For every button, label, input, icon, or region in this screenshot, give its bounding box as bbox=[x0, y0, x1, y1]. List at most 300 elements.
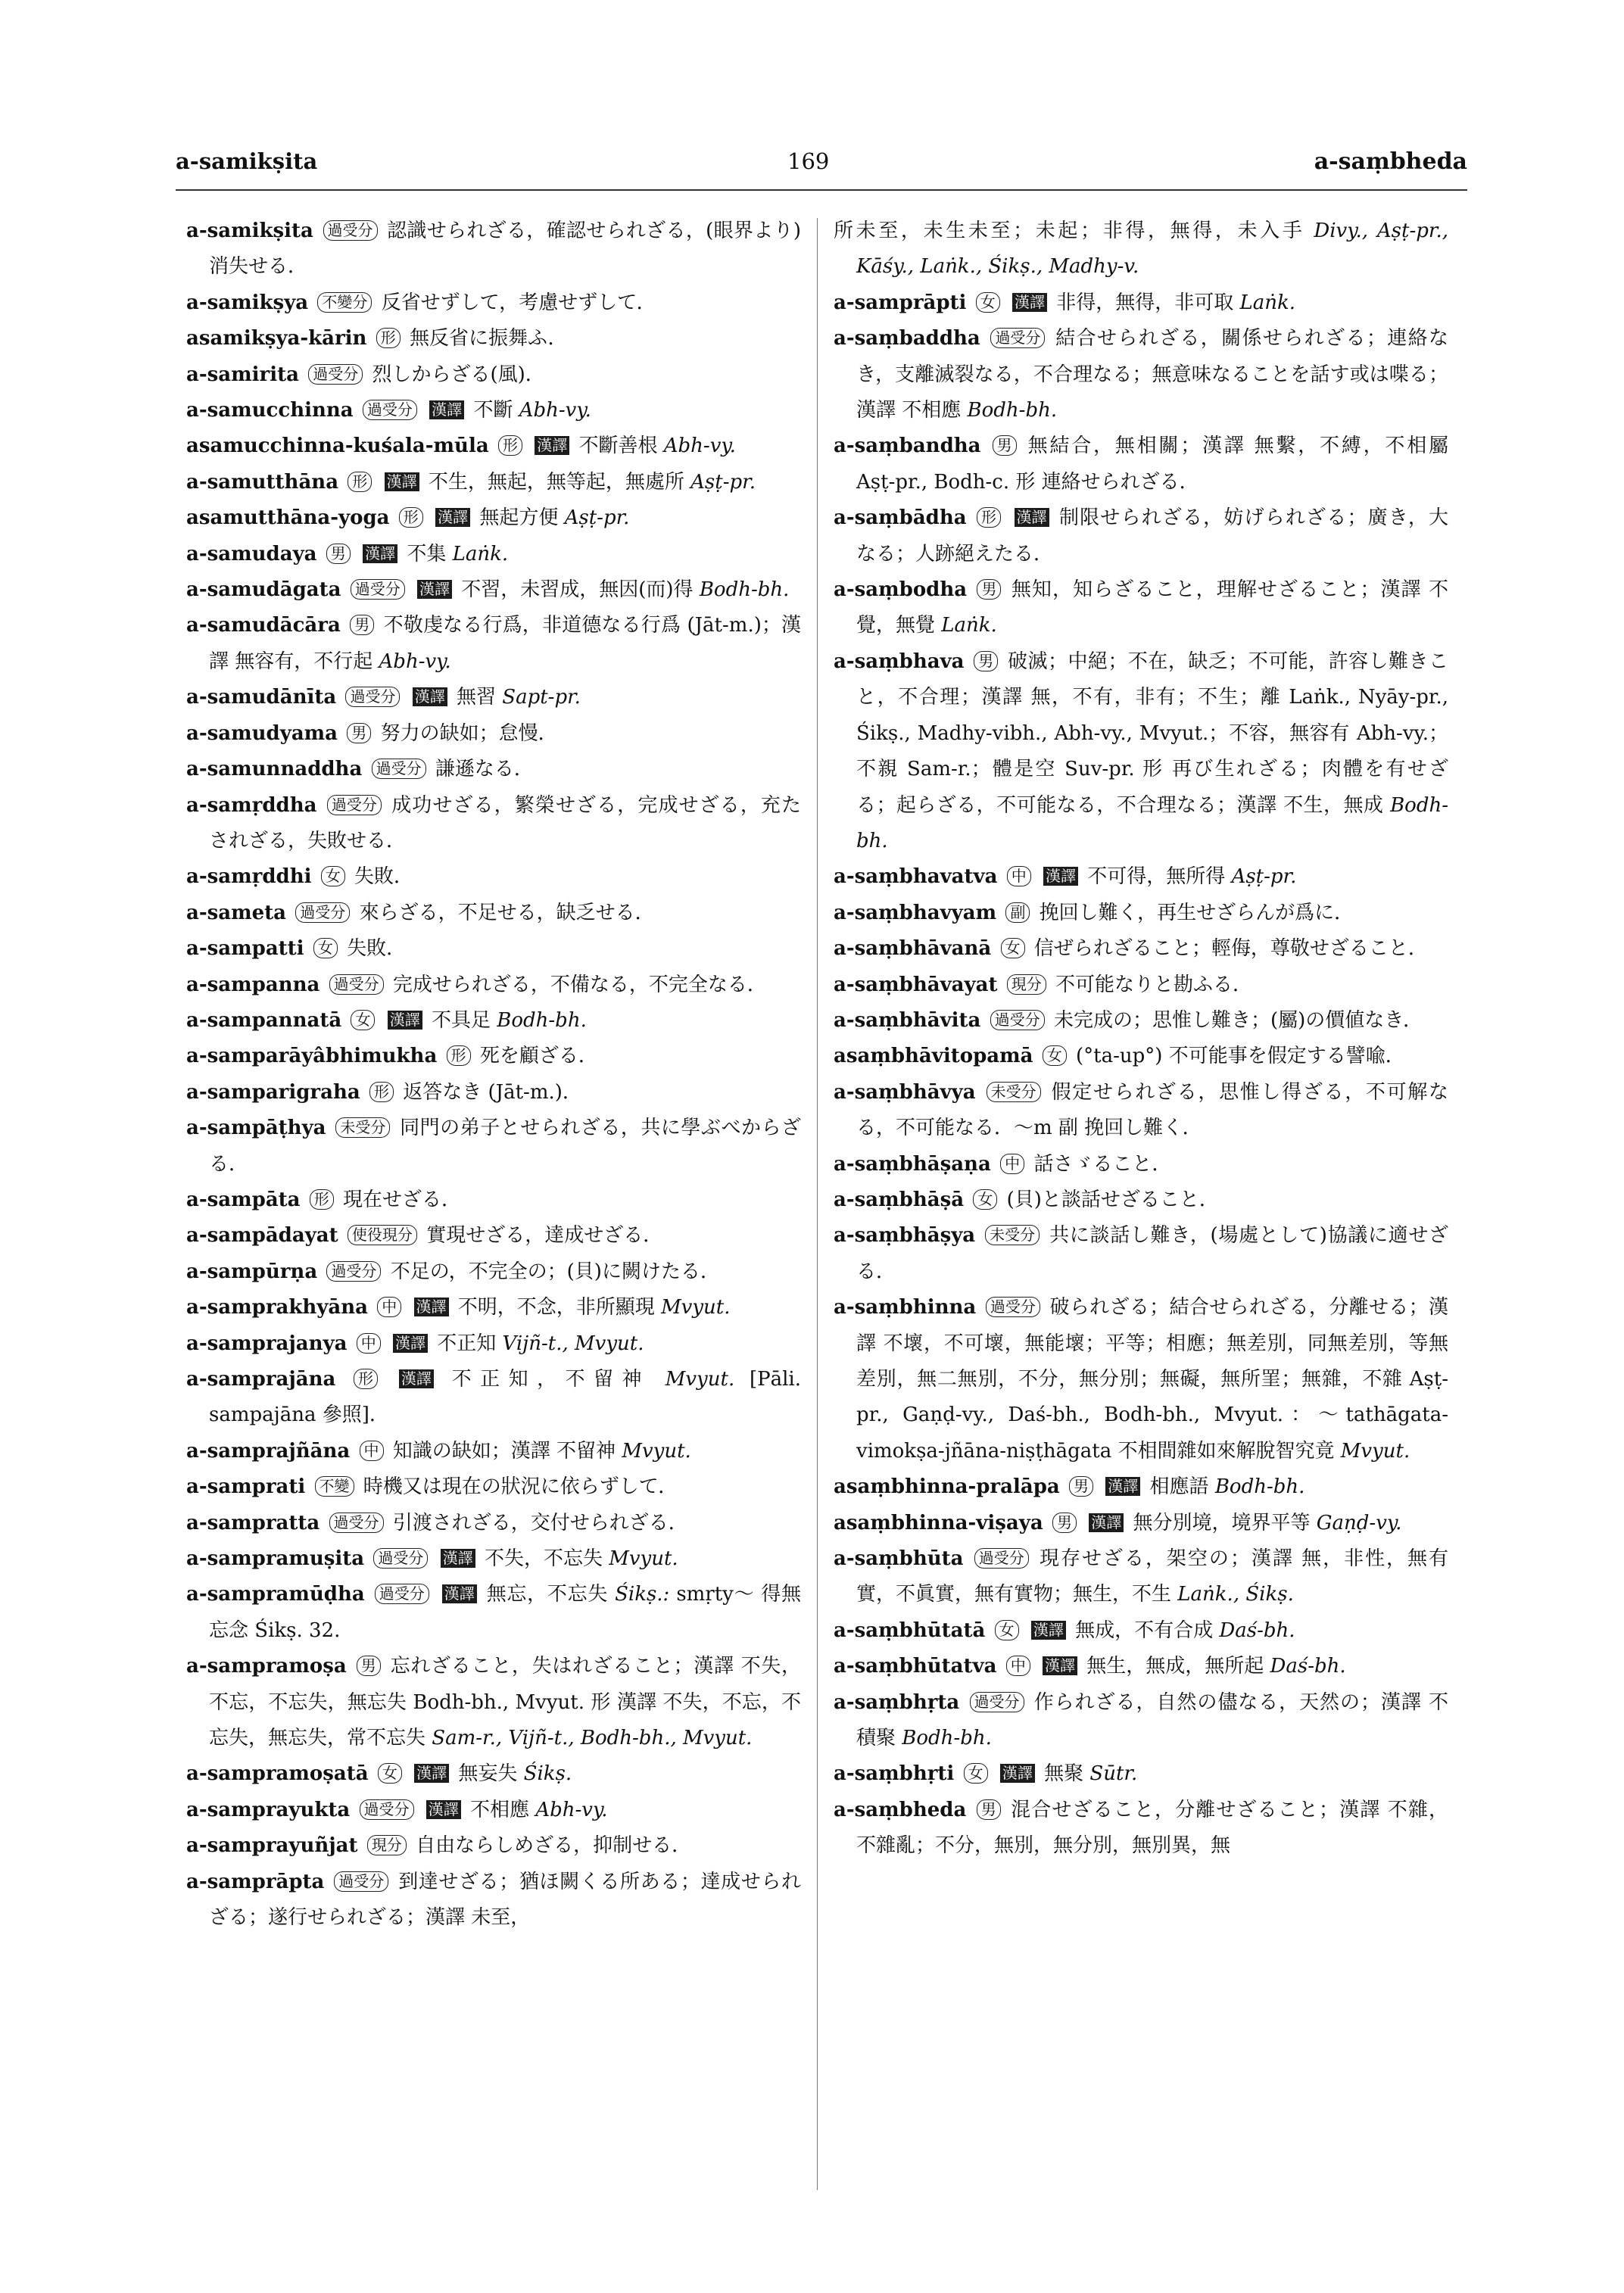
headword: asaṃbhinna-pralāpa bbox=[834, 1475, 1060, 1499]
grammar-label: 未受分 bbox=[335, 1117, 390, 1138]
kanyaku-tag: 漢譯 bbox=[442, 1584, 477, 1603]
dictionary-entry bbox=[186, 896, 801, 931]
grammar-label: 中 bbox=[1007, 866, 1031, 886]
headword: a-sampramoṣatā bbox=[186, 1762, 369, 1786]
dictionary-entry bbox=[834, 1469, 1448, 1505]
source-citation: Aṣṭ-pr. bbox=[690, 470, 756, 494]
dictionary-entry bbox=[186, 1254, 801, 1290]
definition: 無聚 bbox=[1044, 1762, 1084, 1786]
headword: a-saṃbhāvya bbox=[834, 1080, 976, 1104]
definition: 不失，不忘失 bbox=[484, 1547, 603, 1571]
grammar-label: 中 bbox=[357, 1333, 381, 1354]
dictionary-entry bbox=[834, 859, 1448, 895]
headword: a-saṃbhavatva bbox=[834, 865, 998, 889]
definition: 不明，不念，非所顯現 bbox=[457, 1296, 655, 1319]
definition: 死を顧ざる． bbox=[479, 1045, 598, 1068]
definition: 認識せられざる，確認せられざる，(眼界より)消失せる． bbox=[209, 220, 801, 279]
definition: 混合せざること，分離せざること；漢譯 不雜，不雜亂；不分，無別，無分別，無別異，無 bbox=[856, 1798, 1448, 1858]
headword: a-saṃbodha bbox=[834, 578, 968, 602]
dictionary-entry bbox=[834, 285, 1448, 321]
grammar-label: 形 bbox=[310, 1189, 334, 1210]
dictionary-entry bbox=[186, 680, 801, 715]
headword: a-saṃbhāvita bbox=[834, 1008, 981, 1032]
kanyaku-tag: 漢譯 bbox=[435, 508, 470, 527]
source-citation: Gaṇḍ-vy. bbox=[1316, 1511, 1402, 1534]
headword: asaṃbhinna-viṣaya bbox=[834, 1511, 1043, 1534]
headword: a-samprāpta bbox=[186, 1870, 325, 1893]
definition: 不足の，不完全の；(貝)に闕けたる． bbox=[390, 1260, 720, 1283]
definition: 完成せられざる，不備なる，不完全なる． bbox=[392, 973, 767, 996]
headword: a-sampūrṇa bbox=[186, 1260, 318, 1283]
source-citation: Bodh-bh. bbox=[967, 399, 1058, 422]
dictionary-entry bbox=[186, 1039, 801, 1074]
source-citation: Śikṣ. bbox=[523, 1762, 572, 1786]
dictionary-entry bbox=[186, 967, 801, 1003]
definition: 相應語 bbox=[1149, 1475, 1209, 1499]
kanyaku-tag: 漢譯 bbox=[1031, 1621, 1066, 1640]
headword: a-saṃbhāṣaṇa bbox=[834, 1152, 991, 1176]
grammar-label: 形 bbox=[348, 472, 372, 492]
headword: a-saṃbhavyam bbox=[834, 901, 997, 924]
dictionary-entry bbox=[834, 428, 1448, 500]
dictionary-entry bbox=[186, 537, 801, 572]
grammar-label: 不變 bbox=[315, 1476, 354, 1497]
grammar-label: 使役現分 bbox=[348, 1225, 417, 1245]
dictionary-entry bbox=[186, 1756, 801, 1792]
definition: 同門の弟子とせられざる，共に學ぶべからざる． bbox=[209, 1117, 801, 1176]
grammar-label: 過受分 bbox=[295, 902, 350, 923]
headword: a-samikṣya bbox=[186, 291, 309, 314]
kanyaku-tag: 漢譯 bbox=[414, 1298, 449, 1316]
grammar-label: 男 bbox=[350, 615, 374, 635]
definition: 信ぜられざること；輕侮，尊敬せざること． bbox=[1033, 937, 1428, 961]
headword: asamucchinna-kuśala-mūla bbox=[186, 435, 489, 458]
dictionary-entry bbox=[834, 1613, 1448, 1649]
grammar-label: 男 bbox=[347, 723, 371, 743]
source-citation: Sapt-pr. bbox=[502, 686, 581, 709]
dictionary-entry bbox=[834, 1756, 1448, 1792]
grammar-label: 女 bbox=[1001, 938, 1025, 958]
definition: 不斷善根 bbox=[578, 435, 658, 458]
source-citation: Divy., Aṣṭ-pr., Kāśy., Laṅk., Śikṣ., Madhy-v. bbox=[856, 220, 1448, 279]
definition: 知識の缺如；漢譯 不留神 bbox=[392, 1439, 616, 1463]
grammar-label: 過受分 bbox=[373, 1548, 428, 1569]
grammar-label: 形 bbox=[376, 328, 401, 348]
kanyaku-tag: 漢譯 bbox=[426, 1800, 461, 1819]
dictionary-entry bbox=[186, 572, 801, 608]
headword: a-saṃbhṛti bbox=[834, 1762, 955, 1786]
dictionary-entry bbox=[186, 1362, 801, 1434]
definition: 假定せられざる，思惟し得ざる，不可解なる，不可能なる．～m 副 挽回し難く． bbox=[856, 1080, 1448, 1140]
headword: a-saṃbandha bbox=[834, 435, 981, 458]
source-citation: Laṅk. bbox=[1239, 291, 1296, 314]
dictionary-entry bbox=[186, 1506, 801, 1541]
left-column bbox=[186, 213, 801, 2257]
definition: 不可得，無所得 bbox=[1087, 865, 1226, 889]
grammar-label: 過受分 bbox=[329, 1513, 384, 1533]
grammar-label: 女 bbox=[378, 1763, 402, 1784]
grammar-label: 形 bbox=[399, 507, 423, 528]
kanyaku-tag: 漢譯 bbox=[413, 687, 447, 706]
headword: a-samparigraha bbox=[186, 1080, 360, 1104]
dictionary-entry bbox=[186, 1469, 801, 1505]
definition: 到達せざる；猶ほ闕くる所ある；達成せられざる；遂行せられざる；漢譯 未至， bbox=[209, 1870, 801, 1930]
source-citation: Aṣṭ-pr. bbox=[564, 506, 630, 530]
definition: 失敗． bbox=[354, 865, 414, 889]
grammar-label: 男 bbox=[993, 435, 1017, 456]
dictionary-entry bbox=[186, 716, 801, 752]
headword: a-saṃbheda bbox=[834, 1798, 967, 1821]
grammar-label: 過受分 bbox=[323, 220, 378, 241]
source-citation: Abh-vy. bbox=[519, 399, 591, 422]
dictionary-entry bbox=[186, 393, 801, 428]
dictionary-entry bbox=[186, 285, 801, 321]
dictionary-entry bbox=[186, 1865, 801, 1936]
dictionary-entry bbox=[186, 321, 801, 357]
headword: a-samṛddhi bbox=[186, 865, 312, 889]
definition: 無結合，無相關；漢譯 無繫，不縛，不相屬 Aṣṭ-pr., Bodh-c. 形 連絡せられざる． bbox=[856, 435, 1448, 494]
definition: 不習，未習成，無因(而)得 bbox=[461, 578, 694, 602]
definition: 自由ならしめざる，抑制せる． bbox=[416, 1834, 692, 1858]
definition: (°ta-up°) 不可能事を假定する譬喩． bbox=[1076, 1045, 1405, 1068]
definition: 不敬虔なる行爲，非道德なる行爲 (Jāt-m.)；漢譯 無容有，不行起 bbox=[209, 614, 801, 673]
source-citation: Daś-bh. bbox=[1219, 1618, 1295, 1642]
definition: 結合せられざる，關係せられざる；連絡なき，支離滅裂なる，不合理なる；無意味なることを話す或は喋る；漢譯 不相應 bbox=[856, 327, 1448, 422]
dictionary-entry bbox=[186, 357, 801, 393]
dictionary-entry bbox=[186, 1111, 801, 1182]
kanyaku-tag: 漢譯 bbox=[1043, 1656, 1077, 1675]
headword: a-sameta bbox=[186, 901, 287, 924]
kanyaku-tag: 漢譯 bbox=[1015, 508, 1049, 527]
dictionary-entry bbox=[186, 1541, 801, 1577]
headword: a-saṃbaddha bbox=[834, 327, 980, 350]
grammar-label: 中 bbox=[377, 1297, 401, 1317]
headword: a-samudācāra bbox=[186, 614, 341, 637]
definition: 返答なき (Jāt-m.)． bbox=[403, 1080, 582, 1104]
definition: 無忘，不忘失 bbox=[486, 1583, 609, 1606]
definition: 烈しからざる(風)． bbox=[372, 363, 545, 386]
headword: a-sampāta bbox=[186, 1188, 301, 1211]
grammar-label: 男 bbox=[1052, 1513, 1077, 1533]
definition: 時機又は現在の狀況に依らずして． bbox=[363, 1475, 678, 1499]
dictionary-entry bbox=[834, 1039, 1448, 1074]
source-citation: Bodh-bh. bbox=[902, 1727, 992, 1750]
headword: a-samprajāna bbox=[186, 1368, 336, 1391]
definition: 實現せざる，達成せざる． bbox=[426, 1224, 663, 1248]
dictionary-entry bbox=[186, 1218, 801, 1254]
definition: (貝)と談話せざること． bbox=[1006, 1188, 1219, 1211]
source-citation: Mvyut. bbox=[665, 1368, 735, 1391]
dictionary-entry bbox=[186, 859, 801, 895]
kanyaku-tag: 漢譯 bbox=[399, 1369, 434, 1388]
headword: a-saṃbhūtatā bbox=[834, 1618, 986, 1642]
definition: 不斷 bbox=[473, 399, 513, 422]
headword: a-samprati bbox=[186, 1475, 306, 1499]
source-citation: Bodh-bh. bbox=[1214, 1475, 1305, 1499]
definition: 無習 bbox=[457, 686, 497, 709]
headword: a-samṛddha bbox=[186, 793, 317, 817]
grammar-label: 過受分 bbox=[351, 579, 405, 600]
dictionary-entry bbox=[186, 1075, 801, 1111]
definition: 失敗． bbox=[347, 937, 407, 961]
running-head-right: a-saṃbheda bbox=[1314, 148, 1467, 175]
source-citation: Bodh-bh. bbox=[856, 793, 1448, 852]
headword: a-samunnaddha bbox=[186, 758, 363, 781]
definition: 無知，知らざること，理解せざること；漢譯 不覺，無覺 bbox=[856, 578, 1448, 637]
headword: a-samprakhyāna bbox=[186, 1296, 368, 1319]
headword: a-sampannatā bbox=[186, 1008, 342, 1032]
dictionary-entry bbox=[186, 1003, 801, 1039]
kanyaku-tag: 漢譯 bbox=[417, 580, 452, 599]
headword: a-samprayuñjat bbox=[186, 1834, 358, 1858]
grammar-label: 過受分 bbox=[327, 795, 382, 815]
definition: 無起方便 bbox=[479, 506, 559, 530]
headword: a-sampramūḍha bbox=[186, 1583, 365, 1606]
grammar-label: 過受分 bbox=[974, 1548, 1029, 1569]
definition: 所未至，未生未至；未起；非得，無得，未入手 bbox=[834, 220, 1305, 242]
grammar-label: 女 bbox=[964, 1763, 988, 1784]
source-citation: Aṣṭ-pr. bbox=[1231, 865, 1297, 889]
dictionary-entry bbox=[834, 572, 1448, 644]
grammar-label: 中 bbox=[360, 1441, 384, 1461]
grammar-label: 形 bbox=[354, 1369, 378, 1389]
headword: a-samprāpti bbox=[834, 291, 967, 314]
dictionary-entry bbox=[834, 1003, 1448, 1039]
headword: a-samikṣita bbox=[186, 220, 313, 242]
definition: 破滅；中絕；不在，缺乏；不可能，許容し難きこと，不合理；漢譯 無，不有，非有；不生；離 Laṅk., Nyāy-pr., Śikṣ., Madhy-vibh., Abh-vy., Mvyut.；不容，無容有 Abh-vy.；不親 Sam-r.；體是空 Suv-pr. 形 再び生れざる；肉體を有せざる；起らざる，不可能なる，不合理なる；漢譯 不生，無成 bbox=[856, 650, 1448, 817]
headword: a-saṃbhāṣya bbox=[834, 1224, 976, 1248]
grammar-label: 女 bbox=[976, 292, 1000, 313]
grammar-label: 過受分 bbox=[363, 400, 417, 420]
kanyaku-tag: 漢譯 bbox=[414, 1764, 449, 1783]
headword: a-samudaya bbox=[186, 542, 317, 565]
dictionary-entry bbox=[186, 1577, 801, 1649]
kanyaku-tag: 漢譯 bbox=[385, 472, 419, 491]
source-citation: Mvyut. bbox=[661, 1296, 731, 1319]
dictionary-entry bbox=[186, 752, 801, 787]
page-number: 169 bbox=[787, 148, 830, 174]
dictionary-entry bbox=[834, 1506, 1448, 1541]
dictionary-entry bbox=[186, 1793, 801, 1828]
headword: asaṃbhāvitopamā bbox=[834, 1045, 1033, 1068]
right-column bbox=[834, 213, 1448, 2257]
kanyaku-tag: 漢譯 bbox=[429, 400, 464, 419]
headword: a-sampāṭhya bbox=[186, 1117, 326, 1140]
headword: a-samprayukta bbox=[186, 1798, 351, 1821]
grammar-label: 現分 bbox=[1007, 974, 1046, 995]
kanyaku-tag: 漢譯 bbox=[1089, 1513, 1124, 1532]
grammar-label: 副 bbox=[1005, 902, 1030, 923]
headword: a-saṃbhava bbox=[834, 650, 965, 673]
grammar-label: 過受分 bbox=[375, 1584, 429, 1604]
definition: 不相應 bbox=[470, 1798, 530, 1821]
headword: asamikṣya-kārin bbox=[186, 327, 367, 350]
definition: 引渡されざる，交付せられざる． bbox=[392, 1511, 688, 1534]
dictionary-entry bbox=[186, 1290, 801, 1326]
source-citation: Abh-vy. bbox=[535, 1798, 608, 1821]
dictionary-entry bbox=[834, 1218, 1448, 1290]
definition: 成功せざる，繁榮せざる，完成せざる，充たされざる，失敗せる． bbox=[209, 793, 801, 852]
dictionary-entry bbox=[186, 788, 801, 860]
dictionary-entry bbox=[186, 1326, 801, 1362]
grammar-label: 過受分 bbox=[372, 759, 426, 779]
headword: a-saṃbhāvanā bbox=[834, 937, 992, 961]
dictionary-entry bbox=[186, 1828, 801, 1864]
grammar-label: 過受分 bbox=[990, 1010, 1045, 1030]
definition: 不正知，不留神 bbox=[451, 1368, 650, 1391]
grammar-label: 男 bbox=[977, 1799, 1001, 1820]
dictionary-entry bbox=[186, 608, 801, 680]
column-divider bbox=[817, 218, 818, 2190]
headword: a-saṃbhāṣā bbox=[834, 1188, 965, 1211]
definition: 無分別境，境界平等 bbox=[1133, 1511, 1311, 1534]
grammar-label: 中 bbox=[1000, 1154, 1024, 1174]
headword: a-sampādayat bbox=[186, 1224, 338, 1248]
headword: a-sampanna bbox=[186, 973, 320, 996]
dictionary-entry bbox=[834, 1685, 1448, 1757]
dictionary-entry bbox=[834, 1290, 1448, 1469]
grammar-label: 男 bbox=[977, 579, 1001, 600]
grammar-label: 過受分 bbox=[329, 974, 384, 995]
dictionary-entry bbox=[834, 500, 1448, 572]
grammar-label: 形 bbox=[977, 507, 1001, 528]
source-citation: Laṅk. bbox=[452, 542, 509, 565]
headword: a-samprajanya bbox=[186, 1332, 348, 1355]
grammar-label: 過受分 bbox=[360, 1799, 414, 1820]
headword: asamutthāna-yoga bbox=[186, 506, 390, 530]
headword: a-sampratta bbox=[186, 1511, 320, 1534]
dictionary-entry bbox=[186, 213, 801, 285]
grammar-label: 女 bbox=[995, 1620, 1019, 1640]
kanyaku-tag: 漢譯 bbox=[1000, 1764, 1035, 1783]
grammar-label: 形 bbox=[447, 1045, 471, 1066]
definition: 反省せずして，考慮せずして． bbox=[381, 291, 656, 314]
definition: 無反省に振舞ふ． bbox=[410, 327, 568, 350]
source-citation: Abh-vy. bbox=[379, 650, 451, 673]
headword: a-samirita bbox=[186, 363, 299, 386]
grammar-label: 形 bbox=[369, 1082, 394, 1102]
grammar-label: 形 bbox=[498, 435, 522, 456]
headword: a-saṃbhṛta bbox=[834, 1690, 960, 1714]
grammar-label: 女 bbox=[321, 866, 345, 886]
definition: 不正知 bbox=[437, 1332, 497, 1355]
definition: 不生，無起，無等起，無處所 bbox=[428, 470, 684, 494]
dictionary-entry bbox=[834, 1649, 1448, 1684]
definition: 無妄失 bbox=[458, 1762, 518, 1786]
dictionary-entry bbox=[834, 896, 1448, 931]
source-citation: Laṅk. bbox=[941, 614, 997, 637]
headword: a-samudānīta bbox=[186, 686, 337, 709]
dictionary-entry bbox=[186, 465, 801, 500]
dictionary-entry bbox=[834, 1182, 1448, 1218]
grammar-label: 女 bbox=[1043, 1045, 1067, 1066]
headword: a-sampramuṣita bbox=[186, 1547, 365, 1571]
dictionary-entry bbox=[834, 931, 1448, 967]
headword: a-samudyama bbox=[186, 721, 338, 745]
definition: 話さゞること． bbox=[1033, 1152, 1172, 1176]
definition: 作られざる，自然の儘なる，天然の；漢譯 不積聚 bbox=[856, 1690, 1448, 1750]
definition: 不具足 bbox=[431, 1008, 491, 1032]
definition: 無生，無成，無所起 bbox=[1086, 1655, 1264, 1678]
definition: 破られざる；結合せられざる，分離せる；漢譯 不壞，不可壞，無能壞；平等；相應；無差別，同無差別，等無差別，無二無別，不分，無分別；無礙，無所罣；無雜，不雜 Aṣṭ-pr., Gaṇḍ-vy., Daś-bh., Bodh-bh., Mvyut.：～tathāgata-vimokṣa-jñāna-niṣṭhāgata 不相間雜如來解脫智究竟 bbox=[856, 1296, 1448, 1463]
source-citation: Śikṣ.: bbox=[615, 1583, 670, 1606]
dictionary-entry bbox=[834, 213, 1448, 285]
headword: a-sampramoṣa bbox=[186, 1655, 347, 1678]
dictionary-entry bbox=[834, 321, 1448, 428]
grammar-label: 中 bbox=[1006, 1656, 1030, 1676]
headword: a-samprajñāna bbox=[186, 1439, 351, 1463]
grammar-label: 現分 bbox=[367, 1835, 407, 1855]
definition: 來らざる，不足せる，缺乏せる． bbox=[359, 901, 655, 924]
headword: a-samutthāna bbox=[186, 470, 339, 494]
grammar-label: 過受分 bbox=[308, 364, 363, 385]
definition: 不集 bbox=[407, 542, 447, 565]
definition: 努力の缺如；怠慢． bbox=[380, 721, 558, 745]
grammar-label: 過受分 bbox=[326, 1261, 381, 1282]
source-citation: Daś-bh. bbox=[1270, 1655, 1346, 1678]
grammar-label: 未受分 bbox=[985, 1225, 1040, 1245]
entry-note: [Pāli. sampajāna 參照]． bbox=[209, 1368, 801, 1427]
kanyaku-tag: 漢譯 bbox=[535, 436, 569, 455]
kanyaku-tag: 漢譯 bbox=[1105, 1477, 1140, 1496]
dictionary-entry bbox=[186, 931, 801, 967]
source-citation: Vijñ-t., Mvyut. bbox=[502, 1332, 644, 1355]
header-rule bbox=[176, 189, 1467, 191]
entry-note: smṛty～ 得無忘念 Śikṣ. 32. bbox=[209, 1583, 801, 1642]
dictionary-entry bbox=[186, 1182, 801, 1218]
dictionary-entry bbox=[186, 1649, 801, 1756]
grammar-label: 過受分 bbox=[986, 1297, 1040, 1317]
definition: 現存せざる，架空の；漢譯 無，非性，無有實，不眞實，無有實物；無生，不生 bbox=[856, 1547, 1448, 1606]
source-citation: Abh-vy. bbox=[663, 435, 736, 458]
grammar-label: 女 bbox=[973, 1189, 997, 1210]
kanyaku-tag: 漢譯 bbox=[393, 1334, 428, 1353]
definition: 挽回し難く，再生せざらんが爲に． bbox=[1039, 901, 1354, 924]
source-citation: Mvyut. bbox=[622, 1439, 691, 1463]
source-citation: Laṅk., Śikṣ. bbox=[1177, 1583, 1294, 1606]
source-citation: Bodh-bh. bbox=[497, 1008, 587, 1032]
dictionary-entry bbox=[834, 1541, 1448, 1613]
source-citation: Sam-r., Vijñ-t., Bodh-bh., Mvyut. bbox=[432, 1727, 753, 1750]
headword: a-samudāgata bbox=[186, 578, 341, 602]
page-header bbox=[176, 148, 1467, 186]
definition: 未完成の；思惟し難き；(屬)の價値なき． bbox=[1053, 1008, 1423, 1032]
grammar-label: 女 bbox=[313, 938, 338, 958]
kanyaku-tag: 漢譯 bbox=[1043, 867, 1078, 886]
kanyaku-tag: 漢譯 bbox=[363, 544, 397, 563]
grammar-label: 女 bbox=[351, 1010, 375, 1030]
headword: a-saṃbhūta bbox=[834, 1547, 964, 1571]
definition: 制限せられざる，妨げられざる；廣き，大なる；人跡絕えたる． bbox=[856, 506, 1448, 565]
dictionary-entry bbox=[186, 500, 801, 536]
dictionary-entry bbox=[834, 1075, 1448, 1147]
kanyaku-tag: 漢譯 bbox=[1012, 293, 1047, 312]
grammar-label: 未受分 bbox=[987, 1082, 1041, 1102]
grammar-label: 男 bbox=[326, 544, 351, 564]
headword: a-saṃbhāvayat bbox=[834, 973, 998, 996]
headword: a-saṃbhūtatva bbox=[834, 1655, 997, 1678]
grammar-label: 男 bbox=[974, 651, 998, 671]
source-citation: Mvyut. bbox=[609, 1547, 678, 1571]
definition: 謙遜なる． bbox=[435, 758, 534, 781]
source-citation: Bodh-bh. bbox=[699, 578, 790, 602]
grammar-label: 男 bbox=[1069, 1476, 1093, 1497]
grammar-label: 過受分 bbox=[970, 1692, 1024, 1712]
dictionary-entry bbox=[834, 644, 1448, 859]
kanyaku-tag: 漢譯 bbox=[441, 1549, 475, 1568]
dictionary-entry bbox=[186, 1434, 801, 1469]
headword: a-samparāyâbhimukha bbox=[186, 1045, 438, 1068]
